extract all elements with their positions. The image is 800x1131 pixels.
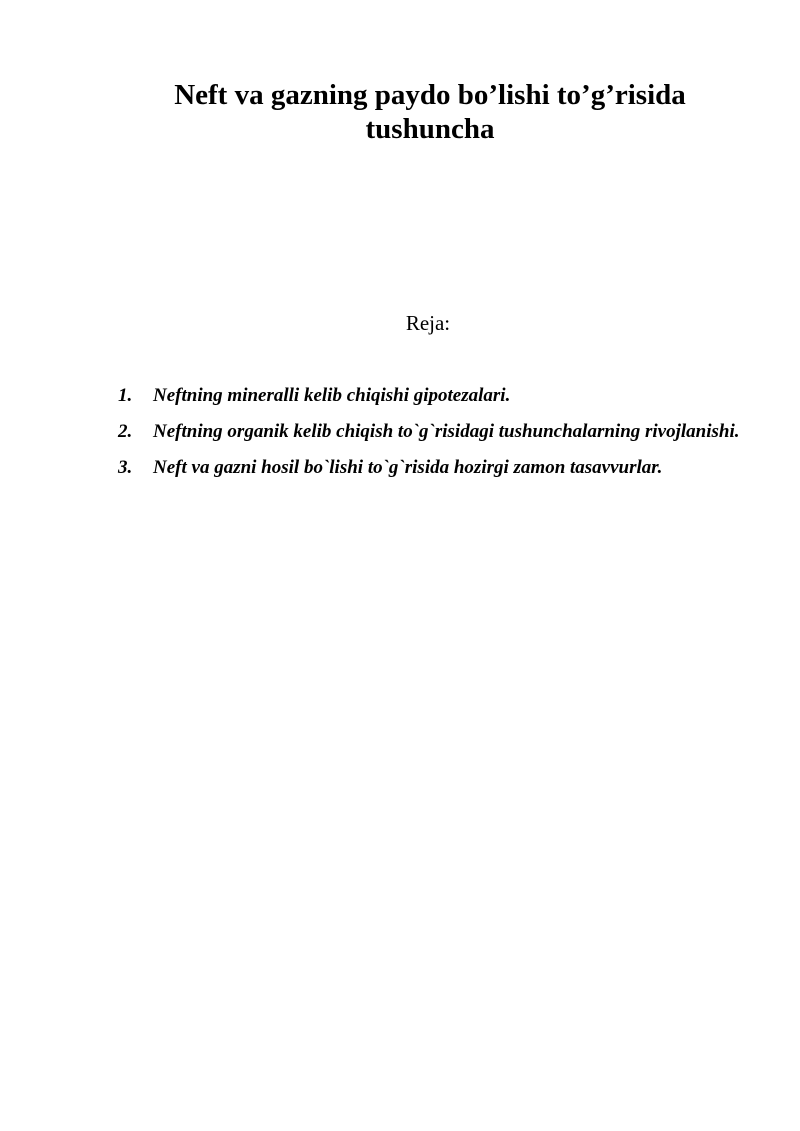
document-title: Neft va gazning paydo bo’lishi to’g’risida tushuncha bbox=[174, 79, 686, 145]
plan-item-2 bbox=[118, 414, 742, 450]
plan-item-1 bbox=[118, 378, 742, 414]
plan-item-number: 3. bbox=[118, 457, 133, 478]
plan-item-text: Neftning organik kelib chiqish to`g`risidagi tushunchalarning rivojlanishi. bbox=[153, 421, 740, 442]
plan-item-number: 2. bbox=[118, 421, 133, 442]
plan-item-number: 1. bbox=[118, 385, 133, 406]
plan-item-3 bbox=[118, 450, 742, 486]
plan-item-text: Neft va gazni hosil bo`lishi to`g`risida hozirgi zamon tasavvurlar. bbox=[153, 457, 663, 478]
plan-heading: Reja: bbox=[405, 311, 451, 335]
plan-list bbox=[118, 378, 742, 486]
plan-item-text: Neftning mineralli kelib chiqishi gipotezalari. bbox=[153, 385, 511, 406]
